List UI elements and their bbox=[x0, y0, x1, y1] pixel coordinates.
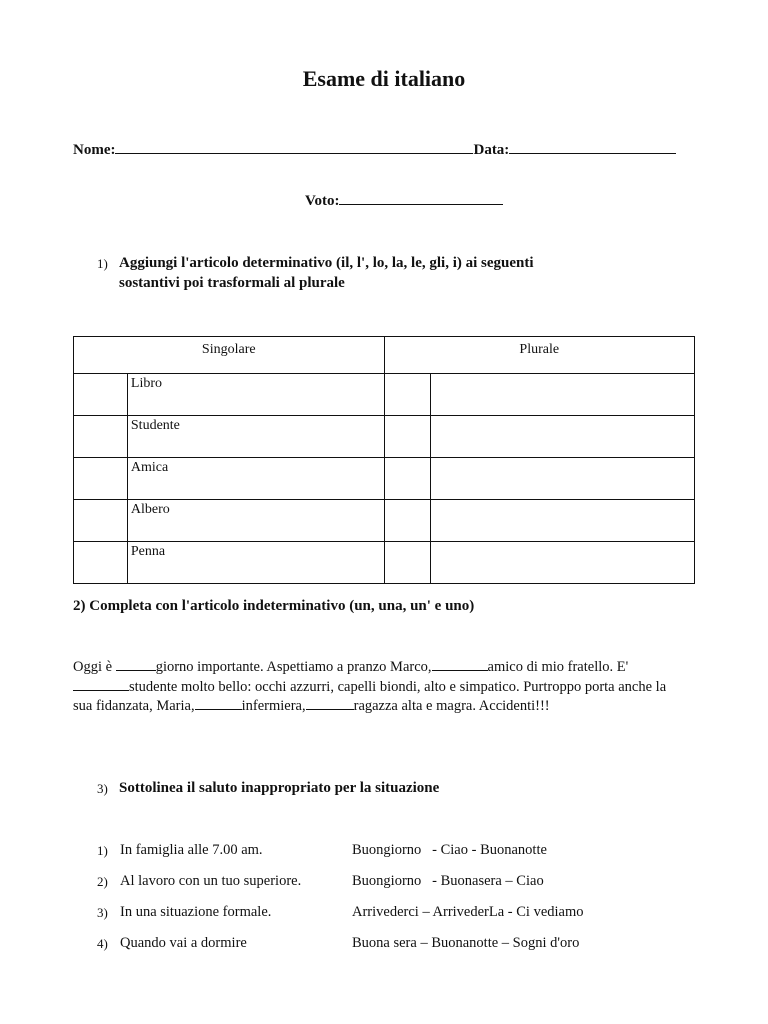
name-date-row bbox=[73, 140, 676, 159]
item-situation: Al lavoro con un tuo superiore. bbox=[120, 873, 302, 889]
singular-noun-cell: Amica bbox=[127, 458, 384, 500]
grade-field[interactable] bbox=[339, 191, 503, 205]
plural-article-cell[interactable] bbox=[384, 458, 431, 500]
question-1-line2: sostantivi poi trasformali al plurale bbox=[119, 275, 345, 291]
item-number: 2) bbox=[97, 874, 108, 889]
plural-article-cell[interactable] bbox=[384, 374, 431, 416]
item-greetings[interactable]: Arrivederci – ArrivederLa - Ci vediamo bbox=[352, 904, 584, 920]
item-situation: In una situazione formale. bbox=[120, 904, 272, 920]
blank-field[interactable] bbox=[306, 697, 354, 710]
name-field[interactable] bbox=[115, 140, 473, 154]
articles-table bbox=[73, 336, 695, 584]
item-number: 3) bbox=[97, 905, 108, 920]
question-1-text bbox=[119, 253, 679, 293]
item-number: 4) bbox=[97, 936, 108, 951]
question-2-title: 2) Completa con l'articolo indeterminativo (un, una, un' e uno) bbox=[73, 598, 475, 614]
item-greetings[interactable]: Buona sera – Buonanotte – Sogni d'oro bbox=[352, 935, 580, 951]
singular-article-cell[interactable] bbox=[74, 500, 128, 542]
plural-noun-cell[interactable] bbox=[431, 500, 695, 542]
singular-noun-cell: Albero bbox=[127, 500, 384, 542]
paragraph-text: giorno importante. Aspettiamo a pranzo Marco, bbox=[155, 659, 432, 675]
singular-noun-cell: Studente bbox=[127, 416, 384, 458]
date-label: Data: bbox=[473, 142, 510, 158]
singular-noun-cell: Penna bbox=[127, 542, 384, 584]
question-2-paragraph bbox=[73, 658, 673, 717]
blank-field[interactable] bbox=[195, 697, 242, 710]
grade-label: Voto: bbox=[305, 193, 340, 209]
paragraph-text: amico di mio fratello. E' bbox=[487, 659, 629, 675]
column-plural-header: Plurale bbox=[384, 337, 695, 374]
table-header-row bbox=[74, 337, 695, 374]
item-situation: Quando vai a dormire bbox=[120, 935, 247, 951]
question-1-line1: Aggiungi l'articolo determinativo (il, l', lo, la, le, gli, i) ai seguenti bbox=[119, 255, 534, 271]
paragraph-text: ragazza alta e magra. Accidenti!!! bbox=[353, 698, 550, 714]
plural-noun-cell[interactable] bbox=[431, 542, 695, 584]
table-row bbox=[74, 374, 695, 416]
item-greetings[interactable]: Buongiorno - Buonasera – Ciao bbox=[352, 873, 544, 889]
table-row bbox=[74, 416, 695, 458]
paragraph-text: studente molto bello: occhi azzurri, capelli biondi, alto e simpatico. Purtroppo porta anche la sua fidanzata, Maria, bbox=[73, 678, 667, 714]
table-row bbox=[74, 500, 695, 542]
question-3-number: 3) bbox=[97, 781, 108, 796]
paragraph-text: Oggi è bbox=[73, 659, 116, 675]
item-number: 1) bbox=[97, 843, 108, 858]
blank-field[interactable] bbox=[432, 658, 488, 671]
plural-noun-cell[interactable] bbox=[431, 458, 695, 500]
blank-field[interactable] bbox=[73, 678, 129, 691]
singular-noun-cell: Libro bbox=[127, 374, 384, 416]
paragraph-text: infermiera, bbox=[241, 698, 306, 714]
page-title: Esame di italiano bbox=[302, 66, 466, 91]
date-field[interactable] bbox=[509, 140, 676, 154]
singular-article-cell[interactable] bbox=[74, 374, 128, 416]
name-label: Nome: bbox=[73, 142, 116, 158]
table-row bbox=[74, 542, 695, 584]
grade-row bbox=[305, 191, 503, 210]
item-greetings[interactable]: Buongiorno - Ciao - Buonanotte bbox=[352, 842, 547, 858]
singular-article-cell[interactable] bbox=[74, 416, 128, 458]
plural-noun-cell[interactable] bbox=[431, 374, 695, 416]
question-3-title: Sottolinea il saluto inappropriato per la situazione bbox=[119, 780, 440, 796]
singular-article-cell[interactable] bbox=[74, 542, 128, 584]
blank-field[interactable] bbox=[116, 658, 156, 671]
plural-article-cell[interactable] bbox=[384, 542, 431, 584]
plural-article-cell[interactable] bbox=[384, 500, 431, 542]
question-1-number: 1) bbox=[97, 256, 108, 271]
plural-article-cell[interactable] bbox=[384, 416, 431, 458]
singular-article-cell[interactable] bbox=[74, 458, 128, 500]
plural-noun-cell[interactable] bbox=[431, 416, 695, 458]
column-singular-header: Singolare bbox=[74, 337, 385, 374]
item-situation: In famiglia alle 7.00 am. bbox=[120, 842, 263, 858]
table-row bbox=[74, 458, 695, 500]
